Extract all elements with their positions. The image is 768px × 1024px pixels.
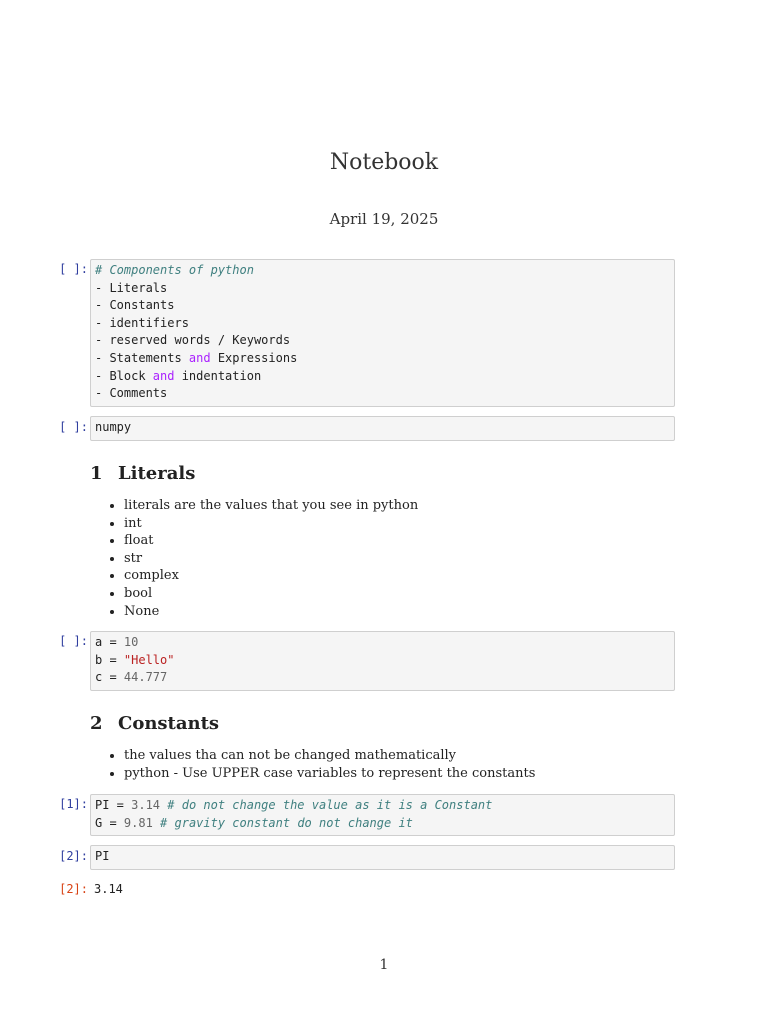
code-line: # Components of python	[95, 263, 254, 277]
cell-prompt: [2]:	[59, 849, 88, 863]
document-date: April 19, 2025	[329, 210, 439, 228]
constants-list	[90, 747, 535, 782]
code-line: b = "Hello"	[95, 652, 175, 667]
document-title: Notebook	[329, 150, 439, 175]
code-cell-pi[interactable]	[90, 845, 675, 870]
list-item: • str	[124, 550, 418, 568]
list-item: • float	[124, 532, 418, 550]
code-line: c = 44.777	[95, 670, 168, 685]
code-line: a = 10	[95, 635, 139, 649]
list-item: • None	[124, 603, 418, 621]
code-line: PI = 3.14 # do not change the value as it is a Constant	[95, 798, 493, 812]
cell-prompt: [ ]:	[59, 420, 88, 434]
code-cell-constants[interactable]	[90, 794, 675, 836]
code-line: - identifiers	[95, 315, 189, 330]
code-line: - Constants	[95, 298, 175, 313]
code-line: numpy	[95, 420, 132, 434]
literals-list	[90, 497, 418, 620]
code-line: - Statements and Expressions	[95, 350, 298, 365]
code-line: G = 9.81 # gravity constant do not change it	[95, 815, 413, 830]
output-prompt: [2]:	[59, 882, 88, 896]
code-line: - reserved words / Keywords	[95, 333, 291, 348]
cell-output: 3.14	[94, 882, 123, 896]
list-item: • python - Use UPPER case variables to represent the constants	[124, 765, 535, 783]
code-line: - Block and indentation	[95, 368, 262, 383]
section-title: Constants	[118, 713, 220, 734]
list-item: • int	[124, 515, 418, 533]
section-heading-literals	[90, 463, 195, 484]
section-title: Literals	[118, 463, 196, 484]
section-number: 1	[90, 463, 103, 484]
list-item: • literals are the values that you see in python	[124, 497, 418, 515]
code-cell-numpy[interactable]	[90, 416, 675, 441]
code-cell-components[interactable]	[90, 259, 675, 407]
cell-prompt: [ ]:	[59, 262, 88, 276]
section-number: 2	[90, 713, 103, 734]
code-line: PI	[95, 849, 110, 863]
cell-prompt: [1]:	[59, 797, 88, 811]
code-line: - Literals	[95, 280, 168, 295]
list-item: • the values tha can not be changed mathematically	[124, 747, 535, 765]
list-item: • bool	[124, 585, 418, 603]
page-number: 1	[379, 957, 389, 973]
cell-prompt: [ ]:	[59, 634, 88, 648]
code-line: - Comments	[95, 386, 168, 401]
section-heading-constants	[90, 713, 219, 734]
code-cell-literals[interactable]	[90, 631, 675, 691]
list-item: • complex	[124, 567, 418, 585]
